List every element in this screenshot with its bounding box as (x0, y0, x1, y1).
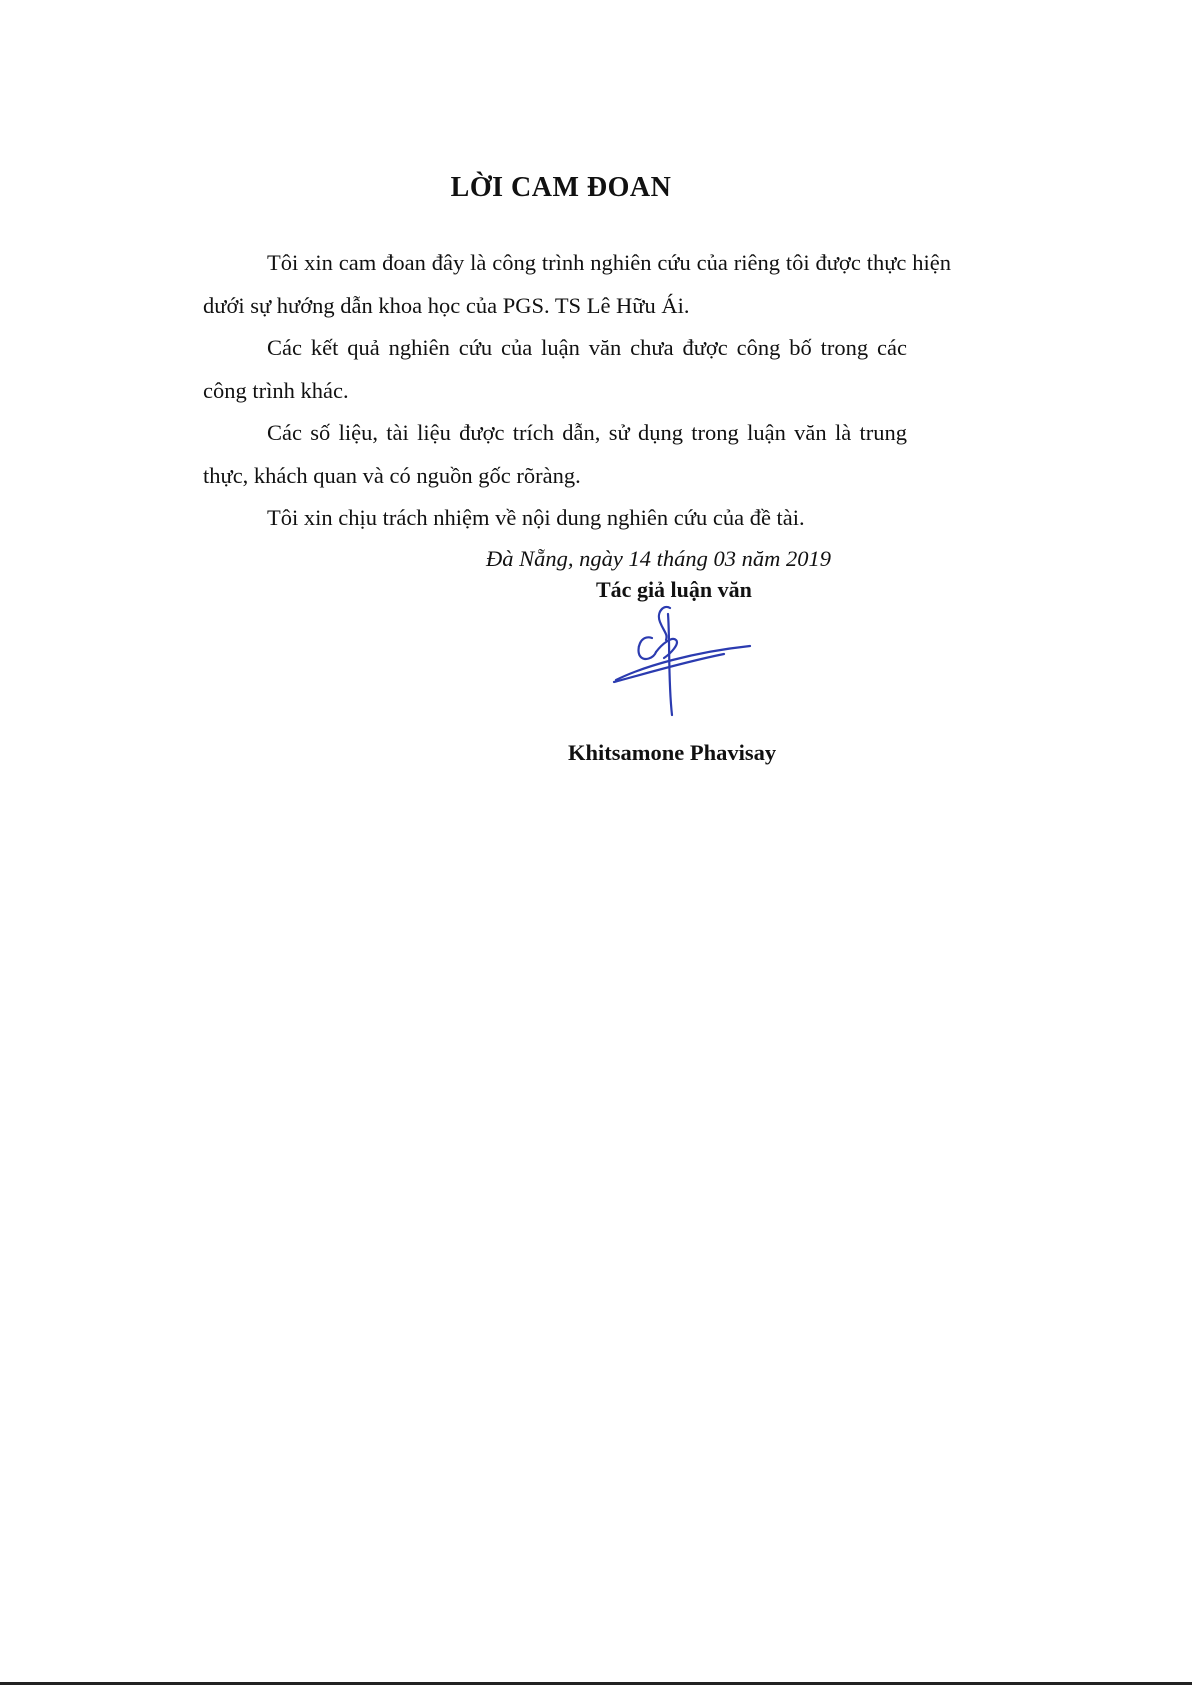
author-label: Tác giả luận văn (596, 577, 752, 602)
author-name: Khitsamone Phavisay (568, 740, 777, 765)
paragraph: Tôi xin cam đoan đây là công trình nghiên cứu của riêng tôi được thực hiện dưới sự hướng dẫn khoa học của PGS. TS Lê Hữu Ái. (203, 250, 951, 318)
place-date: Đà Nẵng, ngày 14 tháng 03 năm 2019 (486, 546, 831, 571)
declaration-body (203, 242, 951, 540)
paragraph: Tôi xin chịu trách nhiệm về nội dung nghiên cứu của đề tài. (267, 505, 805, 530)
paragraph: Các kết quả nghiên cứu của luận văn chưa được công bố trong các công trình khác. (203, 335, 907, 403)
signature-image (604, 600, 760, 730)
paragraph: Các số liệu, tài liệu được trích dẫn, sử dụng trong luận văn là trung thực, khách quan và có nguồn gốc rõràng. (203, 420, 907, 488)
page-title: LỜI CAM ĐOAN (450, 172, 672, 203)
